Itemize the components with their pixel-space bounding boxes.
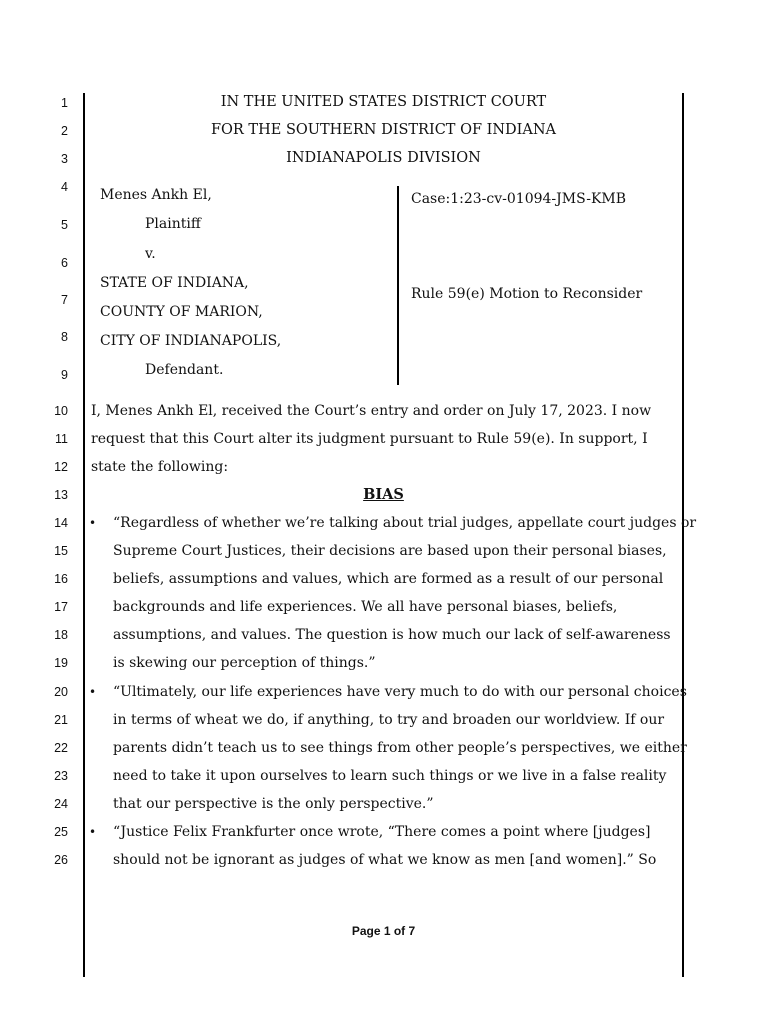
quote-line: that our perspective is the only perspective.”	[113, 796, 434, 812]
intro-line: request that this Court alter its judgment pursuant to Rule 59(e). In support, I	[91, 431, 648, 447]
line-number: 4	[61, 180, 68, 194]
line-number: 23	[54, 769, 68, 783]
quote-line: parents didn’t teach us to see things from other people’s perspectives, we either	[113, 740, 687, 756]
line-number: 16	[54, 572, 68, 586]
page-number: Page 1 of 7	[351, 924, 416, 938]
plaintiff-name: Menes Ankh El,	[100, 187, 212, 203]
line-number: 24	[54, 797, 68, 811]
line-number: 5	[61, 218, 68, 232]
line-number: 15	[54, 544, 68, 558]
case-number: Case:1:23-cv-01094-JMS-KMB	[411, 191, 627, 207]
line-number: 2	[61, 124, 68, 138]
plaintiff-role: Plaintiff	[145, 216, 201, 232]
division-heading: INDIANAPOLIS DIVISION	[286, 150, 481, 166]
line-number: 21	[54, 713, 68, 727]
right-margin-rule	[682, 93, 684, 977]
line-number: 6	[61, 256, 68, 270]
versus-label: v.	[145, 246, 156, 262]
left-margin-rule	[83, 93, 85, 977]
quote-line: assumptions, and values. The question is how much our lack of self-awareness	[113, 627, 671, 643]
motion-title: Rule 59(e) Motion to Reconsider	[411, 286, 643, 302]
quote-line: need to take it upon ourselves to learn such things or we live in a false reality	[113, 768, 667, 784]
line-number: 1	[61, 96, 68, 110]
court-heading: IN THE UNITED STATES DISTRICT COURT	[220, 94, 547, 110]
line-number: 9	[61, 368, 68, 382]
quote-line: should not be ignorant as judges of what we know as men [and women].” So	[113, 852, 657, 868]
line-number: 22	[54, 741, 68, 755]
quote-line: “Regardless of whether we’re talking about trial judges, appellate court judges or	[113, 515, 697, 531]
bullet-marker: •	[89, 516, 97, 530]
defendant-state: STATE OF INDIANA,	[100, 275, 249, 291]
line-number: 13	[54, 488, 68, 502]
line-number: 7	[61, 293, 68, 307]
quote-line: beliefs, assumptions and values, which are formed as a result of our personal	[113, 571, 664, 587]
quote-line: “Ultimately, our life experiences have very much to do with our personal choices	[113, 684, 687, 700]
line-number: 12	[54, 460, 68, 474]
defendant-city: CITY OF INDIANAPOLIS,	[100, 333, 282, 349]
line-number: 3	[61, 152, 68, 166]
intro-line: I, Menes Ankh El, received the Court’s entry and order on July 17, 2023. I now	[91, 403, 652, 419]
line-number: 11	[55, 432, 68, 446]
intro-line: state the following:	[91, 459, 229, 475]
line-number: 8	[61, 330, 68, 344]
caption-divider	[397, 186, 399, 385]
district-heading: FOR THE SOUTHERN DISTRICT OF INDIANA	[210, 122, 557, 138]
line-number: 25	[54, 825, 68, 839]
line-number: 20	[54, 685, 68, 699]
quote-line: is skewing our perception of things.”	[113, 655, 376, 671]
quote-line: Supreme Court Justices, their decisions are based upon their personal biases,	[113, 543, 667, 559]
bullet-marker: •	[89, 825, 97, 839]
bullet-marker: •	[89, 685, 97, 699]
section-heading: BIAS	[363, 486, 404, 503]
defendant-county: COUNTY OF MARION,	[100, 304, 263, 320]
line-number: 18	[54, 628, 68, 642]
line-number: 14	[54, 516, 68, 530]
quote-line: in terms of wheat we do, if anything, to try and broaden our worldview. If our	[113, 712, 665, 728]
line-number: 10	[54, 404, 68, 418]
defendant-role: Defendant.	[145, 362, 224, 378]
quote-line: backgrounds and life experiences. We all have personal biases, beliefs,	[113, 599, 618, 615]
line-number: 26	[54, 853, 68, 867]
quote-line: “Justice Felix Frankfurter once wrote, “There comes a point where [judges]	[113, 824, 651, 840]
line-number: 17	[54, 600, 68, 614]
line-number: 19	[54, 656, 68, 670]
